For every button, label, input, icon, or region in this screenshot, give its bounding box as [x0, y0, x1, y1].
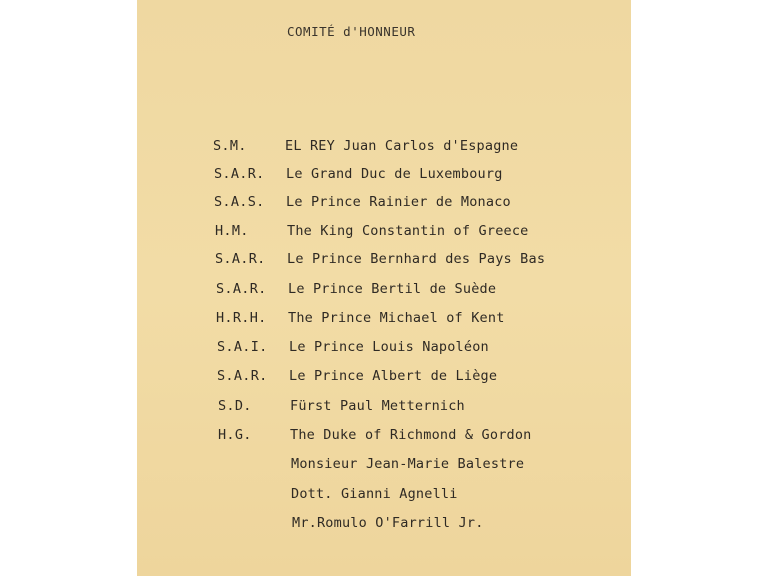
honoree-name: The King Constantin of Greece [287, 223, 529, 239]
honoree-name: EL REY Juan Carlos d'Espagne [285, 138, 519, 154]
honorific-abbreviation: S.A.R. [214, 166, 265, 182]
honoree-name: Le Prince Bernhard des Pays Bas [287, 251, 546, 267]
honoree-name: Monsieur Jean-Marie Balestre [291, 456, 525, 472]
honoree-name: The Prince Michael of Kent [288, 310, 505, 326]
honorific-abbreviation: S.A.S. [214, 194, 265, 210]
document-title: COMITÉ d'HONNEUR [287, 24, 416, 39]
honoree-name: The Duke of Richmond & Gordon [290, 427, 532, 443]
honoree-name: Le Prince Albert de Liège [289, 368, 498, 384]
honoree-name: Dott. Gianni Agnelli [291, 486, 458, 502]
honoree-name: Le Prince Louis Napoléon [289, 339, 489, 355]
honoree-name: Le Prince Rainier de Monaco [286, 194, 511, 210]
honorific-abbreviation: S.A.R. [217, 368, 268, 384]
honoree-name: Mr.Romulo O'Farrill Jr. [292, 515, 484, 531]
honorific-abbreviation: H.M. [215, 223, 249, 239]
honorific-abbreviation: H.G. [218, 427, 252, 443]
honorific-abbreviation: S.D. [218, 398, 252, 414]
honorific-abbreviation: S.A.R. [215, 251, 266, 267]
honoree-name: Le Grand Duc de Luxembourg [286, 166, 503, 182]
honoree-name: Fürst Paul Metternich [290, 398, 465, 414]
honoree-name: Le Prince Bertil de Suède [288, 281, 497, 297]
honorific-abbreviation: S.M. [213, 138, 247, 154]
honorific-abbreviation: H.R.H. [216, 310, 267, 326]
typed-document-page [137, 0, 631, 576]
honorific-abbreviation: S.A.I. [217, 339, 268, 355]
honorific-abbreviation: S.A.R. [216, 281, 267, 297]
